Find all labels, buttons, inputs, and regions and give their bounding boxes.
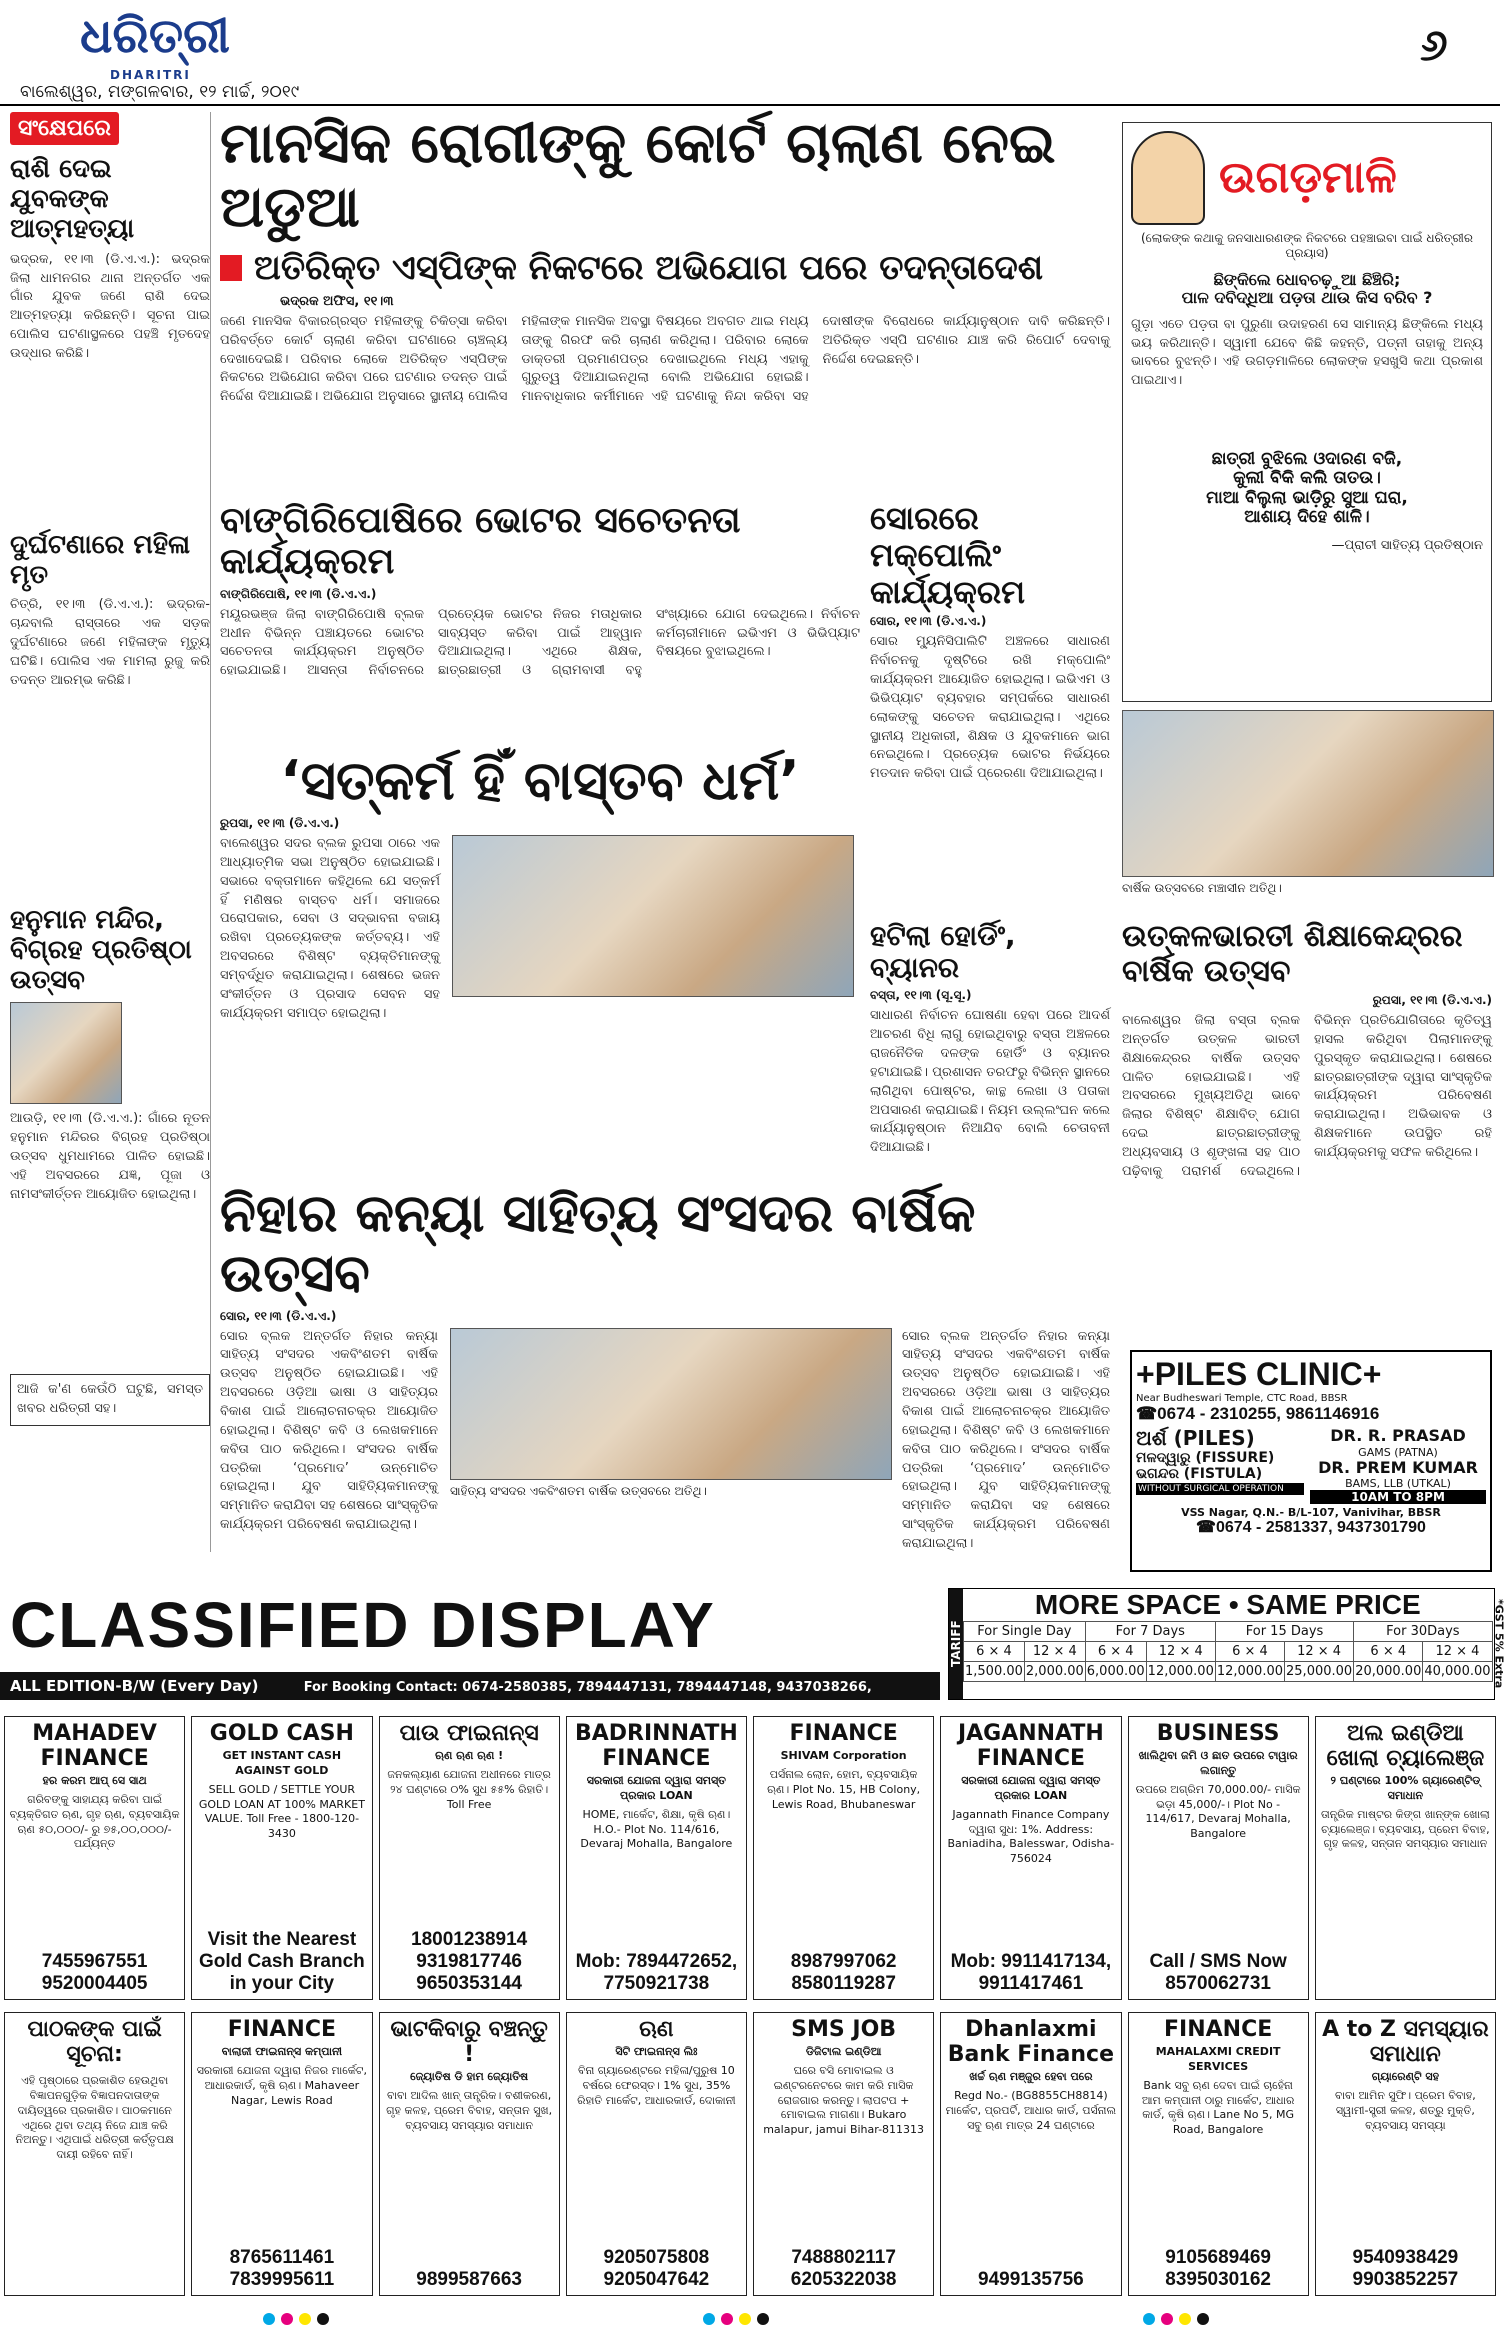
yellow-dot-icon: [299, 2313, 311, 2325]
ad-phone: Mob: 7894472652, 7750921738: [575, 1951, 738, 1995]
nihar-photo-block: [450, 1328, 890, 1608]
ad-phone: 9105689469 8395030162: [1165, 2247, 1271, 2291]
ad-text: ପର୍ସନାଲ ଲୋନ, ହୋମ, ବ୍ୟବସାୟିକ ଋଣ। Plot No. 15, HB Colony, Lewis Road, Bhubaneswar: [767, 1767, 921, 1811]
ad-subtitle: SHIVAM Corporation: [780, 1749, 907, 1762]
classified-ad: [940, 2012, 1121, 2296]
tariff-size: 6 × 4: [1085, 1642, 1146, 1662]
tariff-period: For 15 Days: [1215, 1622, 1353, 1642]
classified-ad: [1315, 2012, 1496, 2296]
classified-ad: [191, 1716, 372, 2000]
piles-clinic-ad: [1130, 1350, 1492, 1572]
ad-text: SELL GOLD / SETTLE YOUR GOLD LOAN AT 100% MARKET VALUE. Toll Free - 1800-120-3430: [198, 1782, 365, 1841]
ad-title: ପାଠକଙ୍କ ପାଇଁ ସୂଚନା:: [27, 2017, 162, 2067]
tariff-price: 1,500.00: [964, 1662, 1025, 1682]
ad-subtitle: ଡିଜିଟାଲ ଇଣ୍ଡିଆ: [805, 2045, 882, 2058]
tariff-size-row: [964, 1642, 1493, 1662]
ad-phone: 18001238914 9319817746 9650353144: [411, 1929, 528, 1995]
piles-phone-2: ☎0674 - 2581337, 9437301790: [1196, 1519, 1426, 1537]
ad-title: FINANCE: [789, 1721, 898, 1746]
classified-ads-row-1: [4, 1716, 1496, 2000]
black-dot-icon: [757, 2313, 769, 2325]
hoarding-dateline: ବସ୍ତା, ୧୧।୩ (ସୂ.ସୂ.): [870, 988, 972, 1003]
tariff-main: [963, 1589, 1493, 1699]
satkarma-story: [220, 750, 860, 1255]
classified-ad: [1128, 2012, 1309, 2296]
cartoon-body: ଗୁଡ଼ା ଏତେ ପଡ଼ତା ବା ପୁରୁଣା ଉଦାହରଣ ସେ ସାମାନ୍ୟ ଛିଙ୍କିଲେ ମଧ୍ୟ ଭୟ କରିଥାନ୍ତି। ସ୍ୱାମୀ ଯେବେ କିଛି କହନ୍ତି, ପତ୍ନୀ ତାହାକୁ ଅନ୍ୟ ଭାବରେ ବୁଝନ୍ତି। ଏହି ଉଗଡ଼ମାଳିରେ ଲୋକଙ୍କ ହସଖୁସି କଥା ପ୍ରକାଶ ପାଇଥାଏ।: [1131, 316, 1483, 389]
ad-title: MAHADEV FINANCE: [32, 1721, 157, 1771]
tariff-price: 6,000.00: [1085, 1662, 1146, 1682]
classified-ad: [1315, 1716, 1496, 2000]
ad-text: ବିନା ଗ୍ୟାରେଣ୍ଟରେ ମହିଳା/ପୁରୁଷ 10 ବର୍ଷରେ ଫେରସ୍ତ। 1% ସୁଧ, 35% ରିହାତି ମାର୍କେଟ, ଆଧାରକାର୍ଡ, ଦୋକାନୀ: [577, 2063, 736, 2107]
ad-text: Regd No.- (BG8855CH8814) ମାର୍କେଟ, ପ୍ରପର୍ଟି, ଆଧାର କାର୍ଡ, ପର୍ସନାଲ ସବୁ ଋଣ ମାତ୍ର 24 ଘଣ୍ଟାରେ: [945, 2088, 1117, 2132]
ad-title: ଋଣ: [639, 2017, 674, 2042]
classified-ad: [379, 1716, 560, 2000]
ad-subtitle: ବାଲାଜୀ ଫାଇନାନ୍ସ କମ୍ପାନୀ: [221, 2045, 343, 2058]
clinic-hours: 10AM TO 8PM: [1310, 1490, 1486, 1504]
ad-text: HOME, ମାର୍କେଟ, ଶିକ୍ଷା, କୃଷି ଋଣ। H.O.- Plot No. 114/616, Devaraj Mohalla, Bangalore: [580, 1807, 733, 1851]
ad-title: ଭାଟକିବାରୁ ବଞ୍ଚନ୍ତୁ !: [390, 2017, 548, 2067]
ad-title: JAGANNATH FINANCE: [957, 1721, 1104, 1771]
classified-ads-row-2: [4, 2012, 1496, 2296]
piles-phone: ☎0674 - 2310255, 9861146916: [1136, 1403, 1380, 1423]
tariff-size: 6 × 4: [1354, 1642, 1423, 1662]
ad-title: SMS JOB: [791, 2017, 897, 2042]
ad-text: Jagannath Finance Company ଦ୍ୱାରା ସୁଧ: 1%. Address: Baniadiha, Balesswar, Odisha-756024: [947, 1807, 1115, 1866]
ad-phone: 7488802117 6205322038: [790, 2247, 897, 2291]
ad-text: ଉପରେ ଅଗ୍ରିମ 70,000.00/- ମାସିକ ଭଡ଼ା 45,000/-। Plot No - 114/617, Devaraj Mohalla, Bangalore: [1135, 1782, 1301, 1841]
magenta-dot-icon: [721, 2313, 733, 2325]
nihar-story: [220, 1185, 1110, 1608]
ad-phone: 9540938429 9903852257: [1352, 2247, 1459, 2291]
classified-ad: [4, 1716, 185, 2000]
brief-item: [10, 906, 210, 1360]
classified-ad: [191, 2012, 372, 2296]
piles-address: Near Budheswari Temple, CTC Road, BBSR: [1136, 1392, 1348, 1404]
voter-dateline: ବାଙ୍ଗିରିପୋଷି, ୧୧।୩ (ଡି.ଏ.ଏ.): [220, 586, 377, 601]
cartoon-verse: କୁଲୀ ବିକି କଲି ତାତଉ।: [1233, 468, 1381, 489]
page-number: ୬: [1420, 20, 1448, 71]
brief-body: ଚିତ୍ରି, ୧୧।୩ (ଡି.ଏ.ଏ.): ଭଦ୍ରକ-ଚାନ୍ଦବାଲି ରାସ୍ତାରେ ଏକ ସଡ଼କ ଦୁର୍ଘଟଣାରେ ଜଣେ ମହିଳାଙ୍କ ମୃତ୍ୟୁ ଘଟିଛି। ପୋଲିସ ଏକ ମାମଲା ରୁଜୁ କରି ତଦନ୍ତ ଆରମ୍ଭ କରିଛି।: [10, 597, 210, 688]
hoarding-headline: ହଟିଲା ହୋର୍ଡିଂ, ବ୍ୟାନର: [870, 919, 1016, 985]
utkal-caption: ବାର୍ଷିକ ଉତ୍ସବରେ ମଞ୍ଚାସୀନ ଅତିଥି।: [1122, 881, 1282, 895]
cartoon-q2: ପାଳ ଦବିଦ୍ଧିଆ ପଡ଼ତା ଥାଉ କିସ ବରିବ ?: [1181, 288, 1433, 308]
ad-phone: 7455967551 9520004405: [41, 1951, 148, 1995]
dateline: ବାଲେଶ୍ୱର, ମଙ୍ଗଳବାର, ୧୨ ମାର୍ଚ୍ଚ, ୨୦୧୯: [20, 82, 300, 102]
tariff-size: 6 × 4: [964, 1642, 1025, 1662]
ad-title: BADRINNATH FINANCE: [575, 1721, 738, 1771]
cartoon-credit: —ପ୍ରାଚୀ ସାହିତ୍ୟ ପ୍ରତିଷ୍ଠାନ: [1331, 537, 1483, 553]
ad-phone: 8987997062 8580119287: [790, 1951, 897, 1995]
lead-dateline: ଭଦ୍ରକ ଅଫିସ, ୧୧।୩: [280, 293, 394, 309]
doctor-qualification: BAMS, LLB (UTKAL): [1345, 1477, 1451, 1491]
lead-subhead-row: [220, 249, 1110, 288]
mockpoll-headline: ସୋରରେ ମକ୍‌ପୋଲିଂ କାର୍ଯ୍ୟକ୍ରମ: [870, 499, 1026, 611]
ad-text: ସରକାରୀ ଯୋଜନା ଦ୍ୱାରା ନିଜର ମାର୍କେଟ, ଆଧାରକାର୍ଡ, କୃଷି ଋଣ। Mahaveer Nagar, Lewis Road: [196, 2063, 368, 2107]
brief-item: [10, 155, 210, 521]
classified-ad: [753, 1716, 934, 2000]
color-dots: [260, 2310, 332, 2329]
classified-ad: [4, 2012, 185, 2296]
piles-line: ମଳଦ୍ୱାରୁ (FISSURE): [1136, 1450, 1275, 1467]
cyan-dot-icon: [1143, 2313, 1155, 2325]
ad-title: GOLD CASH: [209, 1721, 354, 1746]
lead-headline: ମାନସିକ ରୋଗୀଙ୍କୁ କୋର୍ଟ ଚାଲାଣ ନେଇ ଅଡୁଆ: [220, 111, 1056, 241]
yellow-dot-icon: [1179, 2313, 1191, 2325]
ad-title: FINANCE: [1164, 2017, 1273, 2042]
ad-text: ଏହି ପୃଷ୍ଠାରେ ପ୍ରକାଶିତ ହେଉଥିବା ବିଜ୍ଞାପନଗୁଡ଼ିକ ବିଜ୍ଞାପନଦାତାଙ୍କ ଦାୟିତ୍ୱରେ ପ୍ରକାଶିତ। ପାଠକମାନେ ଏଥିରେ ଥିବା ତଥ୍ୟ ନିଜେ ଯାଞ୍ଚ କରି ନିଅନ୍ତୁ। ଏଥିପାଇଁ ଧରିତ୍ରୀ କର୍ତ୍ତୃପକ୍ଷ ଦାୟୀ ରହିବେ ନାହିଁ।: [15, 2074, 174, 2162]
cartoon-column: [1122, 122, 1492, 702]
classified-edition: ALL EDITION-B/W (Every Day): [10, 1677, 259, 1695]
tariff-table: [948, 1588, 1506, 1700]
ad-text: ଗରିବଙ୍କୁ ସାହାଯ୍ୟ କରିବା ପାଇଁ ବ୍ୟକ୍ତିଗତ ଋଣ, ଗୃହ ଋଣ, ବ୍ୟବସାୟିକ ଋଣ ୫୦,୦୦୦/- ରୁ ୭୫,୦୦,୦୦୦/- ପର୍ଯ୍ୟନ୍ତ: [9, 1792, 180, 1851]
nihar-row: [220, 1328, 1110, 1608]
tariff-price: 20,000.00: [1354, 1662, 1423, 1682]
tariff-price: 12,000.00: [1146, 1662, 1215, 1682]
doctor-qualification: GAMS (PATNA): [1358, 1445, 1438, 1459]
mockpoll-body: ସୋର ମ୍ୟୁନିସିପାଲିଟି ଅଞ୍ଚଳରେ ସାଧାରଣ ନିର୍ବାଚନକୁ ଦୃଷ୍ଟିରେ ରଖି ମକ୍‌ପୋଲିଂ କାର୍ଯ୍ୟକ୍ରମ ଆୟୋଜିତ ହୋଇଥିଲା। ଇଭିଏମ ଓ ଭିଭିପ୍ୟାଟ ବ୍ୟବହାର ସମ୍ପର୍କରେ ସାଧାରଣ ଲୋକଙ୍କୁ ସଚେତନ କରାଯାଇଥିଲା। ଏଥିରେ ସ୍ଥାନୀୟ ଅଧିକାରୀ, ଶିକ୍ଷକ ଓ ଯୁବକମାନେ ଭାଗ ନେଇଥିଲେ। ପ୍ରତ୍ୟେକ ଭୋଟର ନିର୍ଭୟରେ ମତଦାନ କରିବା ପାଇଁ ପ୍ରେରଣା ଦିଆଯାଇଥିଲା।: [870, 634, 1110, 782]
hoarding-body: ସାଧାରଣ ନିର୍ବାଚନ ଘୋଷଣା ହେବା ପରେ ଆଦର୍ଶ ଆଚରଣ ବିଧି ଲାଗୁ ହୋଇଥିବାରୁ ବସ୍ତା ଅଞ୍ଚଳରେ ରାଜନୈତିକ ଦଳଙ୍କ ହୋର୍ଡିଂ ଓ ବ୍ୟାନର ହଟାଯାଇଛି। ପ୍ରଶାସନ ତରଫରୁ ବିଭିନ୍ନ ସ୍ଥାନରେ ଲାଗିଥିବା ପୋଷ୍ଟର, କାନ୍ଥ ଲେଖା ଓ ପତାକା ଅପସାରଣ କରାଯାଇଛି। ନିୟମ ଉଲ୍ଲଂଘନ କଲେ କାର୍ଯ୍ୟାନୁଷ୍ଠାନ ନିଆଯିବ ବୋଲି ଚେତାବନୀ ଦିଆଯାଇଛି।: [870, 1008, 1110, 1156]
tariff-size: 12 × 4: [1423, 1642, 1492, 1662]
ad-subtitle: ସରକାରୀ ଯୋଜନା ଦ୍ୱାରା ସମସ୍ତ ପ୍ରକାର LOAN: [961, 1774, 1101, 1802]
ad-phone: Call / SMS Now 8570062731: [1149, 1951, 1287, 1995]
tariff-period-row: [964, 1622, 1493, 1642]
classified-title: CLASSIFIED DISPLAY: [10, 1589, 716, 1661]
nihar-body: ସୋର ବ୍ଲକ ଅନ୍ତର୍ଗତ ନିହାର କନ୍ୟା ସାହିତ୍ୟ ସଂସଦର ଏକବିଂଶତମ ବାର୍ଷିକ ଉତ୍ସବ ଅନୁଷ୍ଠିତ ହୋଇଯାଇଛି। ଏହି ଅବସରରେ ଓଡ଼ିଆ ଭାଷା ଓ ସାହିତ୍ୟର ବିକାଶ ପାଇଁ ଆଲୋଚନାଚକ୍ର ଆୟୋଜିତ ହୋଇଥିଲା। ବିଶିଷ୍ଟ କବି ଓ ଲେଖକମାନେ କବିତା ପାଠ କରିଥିଲେ। ସଂସଦର ବାର୍ଷିକ ପତ୍ରିକା ‘ପ୍ରମୋଦ’ ଉନ୍ମୋଚିତ ହୋଇଥିଲା। ଯୁବ ସାହିତ୍ୟିକମାନଙ୍କୁ ସମ୍ମାନିତ କରାଯିବା ସହ ଶେଷରେ ସାଂସ୍କୃତିକ କାର୍ଯ୍ୟକ୍ରମ ପରିବେଷଣ କରାଯାଇଥିଲା।: [220, 1328, 438, 1533]
ad-phone: Mob: 9911417134, 9911417461: [950, 1951, 1112, 1995]
ad-subtitle: ହର କରମ ଆପ୍ ସେ ସାଥ: [42, 1774, 147, 1787]
tariff-label: TARIFF: [949, 1589, 963, 1699]
classified-ad: [566, 2012, 747, 2296]
brief-title: ଦୁର୍ଘଟଣାରେ ମହିଳା ମୃତ: [10, 529, 191, 590]
cartoon-verse: ଆଶାୟ ଦିହେ ଶାଳି।: [1244, 507, 1370, 528]
registration-marks: [0, 2310, 1500, 2330]
classified-bar: [0, 1672, 940, 1725]
tariff-size: 12 × 4: [1146, 1642, 1215, 1662]
tariff-price: 12,000.00: [1215, 1662, 1284, 1682]
ad-title: A to Z ସମସ୍ୟାର ସମାଧାନ: [1322, 2017, 1489, 2067]
piles-body: [1136, 1427, 1486, 1504]
tariff-layout: [949, 1589, 1506, 1699]
tariff-size: 12 × 4: [1285, 1642, 1354, 1662]
ad-text: ବାବା ଆଦିଲ ଖାନ୍ ତାନ୍ତ୍ରିକ। ବଶୀକରଣ, ଗୃହ କଳହ, ପ୍ରେମ ବିବାହ, ସନ୍ତାନ ସୁଖ, ବ୍ୟବସାୟ ସମସ୍ୟାର ସମାଧାନ: [386, 2088, 553, 2132]
red-square-icon: [220, 255, 242, 281]
piles-title: +PILES CLINIC+: [1136, 1356, 1382, 1392]
piles-line: ଭଗନ୍ଦର (FISTULA): [1136, 1466, 1263, 1483]
ad-subtitle: ଖର୍ଚ୍ଚ ଋଣ ମଞ୍ଜୁର ହେବା ପରେ: [969, 2070, 1093, 2083]
voter-body: ମୟୂରଭଞ୍ଜ ଜିଲା ବାଙ୍ଗିରିପୋଷି ବ୍ଲକ ଅଧୀନ ବିଭିନ୍ନ ପଞ୍ଚାୟତରେ ଭୋଟର ସଚେତନତା କାର୍ଯ୍ୟକ୍ରମ ଅନୁଷ୍ଠିତ ହୋଇଯାଇଛି। ଆସନ୍ତା ନିର୍ବାଚନରେ ପ୍ରତ୍ୟେକ ଭୋଟର ନିଜର ମତାଧିକାର ସାବ୍ୟସ୍ତ କରିବା ପାଇଁ ଆହ୍ୱାନ ଦିଆଯାଇଥିଲା। ଏଥିରେ ଶିକ୍ଷକ, ଛାତ୍ରଛାତ୍ରୀ ଓ ଗ୍ରାମବାସୀ ବହୁ ସଂଖ୍ୟାରେ ଯୋଗ ଦେଇଥିଲେ। ନିର୍ବାଚନ କର୍ମଚାରୀମାନେ ଇଭିଏମ ଓ ଭିଭିପ୍ୟାଟ ବିଷୟରେ ବୁଝାଇଥିଲେ।: [220, 606, 860, 679]
ad-subtitle: ସରକାରୀ ଯୋଜନା ଦ୍ୱାରା ସମସ୍ତ ପ୍ରକାର LOAN: [586, 1774, 726, 1802]
ad-subtitle: ଗ୍ୟାରେଣ୍ଟି ସହ: [1371, 2070, 1439, 2083]
sidebar-section-label: ସଂକ୍ଷେପରେ: [10, 112, 119, 145]
masthead-rule: [0, 104, 1500, 106]
satkarma-photo: [452, 835, 854, 997]
ad-subtitle: MAHALAXMI CREDIT SERVICES: [1155, 2045, 1281, 2073]
lead-subhead: ଅତିରିକ୍ତ ଏସ୍‌ପିଙ୍କ ନିକଟରେ ଅଭିଯୋଗ ପରେ ତଦନ୍ତାଦେଶ: [254, 247, 1044, 288]
classified-ad: [379, 2012, 560, 2296]
tariff-price: 25,000.00: [1285, 1662, 1354, 1682]
brief-body: ଭଦ୍ରକ, ୧୧।୩ (ଡି.ଏ.ଏ.): ଭଦ୍ରକ ଜିଲା ଧାମନଗର ଥାନା ଅନ୍ତର୍ଗତ ଏକ ଗାଁର ଯୁବକ ଜଣେ ରାଶି ଦେଇ ଆତ୍ମହତ୍ୟା କରିଛନ୍ତି। ସୂଚନା ପାଇ ପୋଲିସ ଘଟଣାସ୍ଥଳରେ ପହଞ୍ଚି ମୃତଦେହ ଉଦ୍ଧାର କରିଛି।: [10, 251, 210, 361]
masthead: [0, 0, 1500, 100]
ad-phone: Visit the Nearest Gold Cash Branch in your City: [199, 1929, 365, 1995]
magenta-dot-icon: [281, 2313, 293, 2325]
ad-title: ଅଲ ଇଣ୍ଡିଆ ଖୋଲା ଚ୍ୟାଲେଞ୍ଜ: [1326, 1721, 1485, 1771]
cartoon-header: [1131, 131, 1483, 225]
tariff-price-row: [964, 1662, 1493, 1682]
nihar-headline: ନିହାର କନ୍ୟା ସାହିତ୍ୟ ସଂସଦର ବାର୍ଷିକ ଉତ୍ସବ: [220, 1184, 976, 1304]
black-dot-icon: [1197, 2313, 1209, 2325]
ad-subtitle: ଜ୍ୟୋତିଷ ଡି ହାମ ଜ୍ୟୋତିଷ: [410, 2070, 529, 2083]
nihar-dateline: ସୋର, ୧୧।୩ (ଡି.ଏ.ଏ.): [220, 1308, 337, 1323]
tariff-price: 2,000.00: [1024, 1662, 1085, 1682]
classified-ad: [753, 2012, 934, 2296]
satkarma-dateline: ରୁପସା, ୧୧।୩ (ଡି.ଏ.ଏ.): [220, 816, 340, 831]
piles-line: ଅର୍ଶ (PILES): [1136, 1426, 1255, 1451]
brief-title: ରାଶି ଦେଇ ଯୁବକଙ୍କ ଆତ୍ମହତ୍ୟା: [10, 154, 135, 244]
doctor-name: DR. R. PRASAD: [1330, 1426, 1466, 1446]
nihar-photo: [450, 1328, 892, 1480]
color-dots: [700, 2310, 772, 2329]
temple-photo: [10, 1002, 122, 1104]
newspaper-logo: ଧରିତ୍ରୀ: [80, 8, 230, 64]
ad-subtitle: ସିଟି ଫାଇନାନ୍ସ ଲିଃ: [615, 2045, 698, 2058]
utkal-dateline: ରୁପସା, ୧୧।୩ (ଡି.ଏ.ଏ.): [1372, 993, 1492, 1007]
cartoon-tagline: (ଲୋକଙ୍କ କଥାକୁ ଜନସାଧାରଣଙ୍କ ନିକଟରେ ପହଞ୍ଚାଇବା ପାଇଁ ଧରିତ୍ରୀର ପ୍ରୟାସ): [1141, 231, 1473, 260]
tariff-size: 12 × 4: [1024, 1642, 1085, 1662]
tariff-grid: [963, 1621, 1493, 1682]
cartoon-verse: ମାଆ ବିଲୁଲା ଭାଡ଼ିରୁ ସୁଆ ଘରା,: [1206, 487, 1408, 508]
ad-subtitle: ଋଣ ଋଣ ଋଣ !: [435, 1749, 504, 1762]
utkal-photo-block: [1122, 710, 1492, 896]
ad-phone: 8765611461 7839995611: [229, 2247, 335, 2291]
ad-phone: 9899587663: [416, 2269, 522, 2291]
ad-title: FINANCE: [227, 2017, 336, 2042]
magenta-dot-icon: [1161, 2313, 1173, 2325]
cartoon-face-icon: [1131, 131, 1205, 225]
mockpoll-dateline: ସୋର, ୧୧।୩ (ଡି.ଏ.ଏ.): [870, 614, 987, 629]
mockpoll-story: [870, 500, 1110, 963]
cyan-dot-icon: [263, 2313, 275, 2325]
lead-body: ଜଣେ ମାନସିକ ବିକାରଗ୍ରସ୍ତ ମହିଳାଙ୍କୁ ଚିକିତ୍ସା କରିବା ପରିବର୍ତ୍ତେ କୋର୍ଟ ଚାଲାଣ କରିବା ଘଟଣାରେ ଚାଞ୍ଚଲ୍ୟ ଦେଖାଦେଇଛି। ପରିବାର ଲୋକେ ଅତିରିକ୍ତ ଏସ୍‌ପିଙ୍କ ନିକଟରେ ଅଭିଯୋଗ କରିବା ପରେ ଘଟଣାର ତଦନ୍ତ ପାଇଁ ନିର୍ଦ୍ଦେଶ ଦିଆଯାଇଛି। ଅଭିଯୋଗ ଅନୁସାରେ ସ୍ଥାନୀୟ ପୋଲିସ ମହିଳାଙ୍କ ମାନସିକ ଅବସ୍ଥା ବିଷୟରେ ଅବଗତ ଥାଇ ମଧ୍ୟ ତାଙ୍କୁ ଗିରଫ କରି ଚାଲାଣ କରିଥିଲା। ପରିବାର ଲୋକେ ଡାକ୍ତରୀ ପ୍ରମାଣପତ୍ର ଦେଖାଇଥିଲେ ମଧ୍ୟ ଏହାକୁ ଗୁରୁତ୍ୱ ଦିଆଯାଇନଥିଲା ବୋଲି ଅଭିଯୋଗ ହୋଇଛି। ମାନବାଧିକାର କର୍ମୀମାନେ ଏହି ଘଟଣାକୁ ନିନ୍ଦା କରିବା ସହ ଦୋଷୀଙ୍କ ବିରୋଧରେ କାର୍ଯ୍ୟାନୁଷ୍ଠାନ ଦାବି କରିଛନ୍ତି। ଅତିରିକ୍ତ ଏସ୍‌ପି ଘଟଣାର ଯାଞ୍ଚ କରି ରିପୋର୍ଟ ଦେବାକୁ ନିର୍ଦ୍ଦେଶ ଦେଇଛନ୍ତି।: [220, 313, 1110, 405]
tariff-banner: MORE SPACE • SAME PRICE: [1034, 1589, 1421, 1620]
classified-booking: For Booking Contact: 0674-2580385, 7894447131, 7894447148, 9437038266, 7894447166: [0, 1680, 872, 1725]
ad-title: ପାଉ ଫାଇନାନ୍ସ: [399, 1721, 539, 1746]
ad-title: BUSINESS: [1156, 1721, 1280, 1746]
brief-body: ଆଉଡ଼ି, ୧୧।୩ (ଡି.ଏ.ଏ.): ଗାଁରେ ନୂତନ ହନୁମାନ ମନ୍ଦିରର ବିଗ୍ରହ ପ୍ରତିଷ୍ଠା ଉତ୍ସବ ଧୁମଧାମରେ ପାଳିତ ହୋଇଛି। ଏହି ଅବସରରେ ଯଜ୍ଞ, ପୂଜା ଓ ନାମସଂକୀର୍ତ୍ତନ ଆୟୋଜିତ ହୋଇଥିଲା।: [10, 1111, 210, 1202]
classified-ad: [1128, 1716, 1309, 2000]
piles-line: WITHOUT SURGICAL OPERATION: [1136, 1483, 1304, 1495]
ad-text: ତାନ୍ତ୍ରିକ ମାଷ୍ଟର କିଙ୍ଗ ଖାନ୍‌ଙ୍କ ଖୋଲା ଚ୍ୟାଲେଞ୍ଜ। ବ୍ୟବସାୟ, ପ୍ରେମ ବିବାହ, ଗୃହ କଳହ, ସନ୍ତାନ ସମସ୍ୟାର ସମାଧାନ: [1320, 1807, 1490, 1851]
tariff-period: For Single Day: [964, 1622, 1086, 1642]
ad-title: Dhanlaxmi Bank Finance: [947, 2017, 1115, 2067]
ad-text: ଜନକଲ୍ୟାଣ ଯୋଜନା ଅଧୀନରେ ମାତ୍ର ୨୪ ଘଣ୍ଟାରେ ୦% ସୁଧ ୫୫% ରିହାତି। Toll Free: [387, 1767, 551, 1811]
piles-address-2: VSS Nagar, Q.N.- B/L-107, Vanivihar, BBSR: [1181, 1506, 1441, 1520]
cartoon-title: ଉଗଡ଼ମାଳି: [1219, 151, 1397, 203]
sidebar-note: ଆଜି କ'ଣ କେଉଁଠି ଘଟୁଛି, ସମସ୍ତ ଖବର ଧରିତ୍ରୀ ସହ।: [10, 1374, 210, 1426]
doctor-name: DR. PREM KUMAR: [1318, 1457, 1478, 1477]
ad-subtitle: ୨ ଘଣ୍ଟାରେ 100% ଗ୍ୟାରେଣ୍ଟିଡ୍ ସମାଧାନ: [1330, 1774, 1481, 1802]
nihar-body-continued: ସୋର ବ୍ଲକ ଅନ୍ତର୍ଗତ ନିହାର କନ୍ୟା ସାହିତ୍ୟ ସଂସଦର ଏକବିଂଶତମ ବାର୍ଷିକ ଉତ୍ସବ ଅନୁଷ୍ଠିତ ହୋଇଯାଇଛି। ଏହି ଅବସରରେ ଓଡ଼ିଆ ଭାଷା ଓ ସାହିତ୍ୟର ବିକାଶ ପାଇଁ ଆଲୋଚନାଚକ୍ର ଆୟୋଜିତ ହୋଇଥିଲା। ବିଶିଷ୍ଟ କବି ଓ ଲେଖକମାନେ କବିତା ପାଠ କରିଥିଲେ। ସଂସଦର ବାର୍ଷିକ ପତ୍ରିକା ‘ପ୍ରମୋଦ’ ଉନ୍ମୋଚିତ ହୋଇଥିଲା। ଯୁବ ସାହିତ୍ୟିକମାନଙ୍କୁ ସମ୍ମାନିତ କରାଯିବା ସହ ଶେଷରେ ସାଂସ୍କୃତିକ କାର୍ଯ୍ୟକ୍ରମ ପରିବେଷଣ କରାଯାଇଥିଲା।: [901, 1328, 1110, 1551]
lead-story: [220, 112, 1110, 553]
nihar-caption: ସାହିତ୍ୟ ସଂସଦର ଏକବିଂଶତମ ବାର୍ଷିକ ଉତ୍ସବରେ ଅତିଥି।: [449, 1483, 707, 1498]
utkal-body: ବାଲେଶ୍ୱର ଜିଲା ବସ୍ତା ବ୍ଲକ ଅନ୍ତର୍ଗତ ଉତ୍କଳ ଭାରତୀ ଶିକ୍ଷାକେନ୍ଦ୍ରର ବାର୍ଷିକ ଉତ୍ସବ ପାଳିତ ହୋଇଯାଇଛି। ଏହି ଅବସରରେ ମୁଖ୍ୟଅତିଥି ଭାବେ ଜିଲାର ବିଶିଷ୍ଟ ଶିକ୍ଷାବିତ୍ ଯୋଗ ଦେଇ ଛାତ୍ରଛାତ୍ରୀଙ୍କୁ ଅଧ୍ୟବସାୟ ଓ ଶୃଙ୍ଖଳା ସହ ପାଠ ପଢ଼ିବାକୁ ପରାମର୍ଶ ଦେଇଥିଲେ। ବିଭିନ୍ନ ପ୍ରତିଯୋଗିତାରେ କୃତିତ୍ୱ ହାସଲ କରିଥିବା ପିଲାମାନଙ୍କୁ ପୁରସ୍କୃତ କରାଯାଇଥିଲା। ଶେଷରେ ଛାତ୍ରଛାତ୍ରୀଙ୍କ ଦ୍ୱାରା ସାଂସ୍କୃତିକ କାର୍ଯ୍ୟକ୍ରମ ପରିବେଷଣ କରାଯାଇଥିଲା। ଅଭିଭାବକ ଓ ଶିକ୍ଷକମାନେ ଉପସ୍ଥିତ ରହି କାର୍ଯ୍ୟକ୍ରମକୁ ସଫଳ କରିଥିଲେ।: [1122, 1013, 1492, 1179]
cartoon-q1: ଛିଙ୍କିଲେ ଧୋବଚଢ଼ୁଆ ଛିଞ୍ଚିରି;: [1213, 270, 1401, 289]
cartoon-verse: ଛାତ୍ରୀ ବୁଝିଲେ ଓଦାରଣ ବଜି,: [1211, 448, 1403, 469]
tariff-price: 40,000.00: [1423, 1662, 1492, 1682]
tariff-gst-note: *GST 5% Extra: [1492, 1599, 1506, 1689]
utkal-photo: [1122, 710, 1494, 877]
tariff-period: For 30Days: [1354, 1622, 1492, 1642]
cyan-dot-icon: [703, 2313, 715, 2325]
classified-ad: [566, 1716, 747, 2000]
color-dots: [1140, 2310, 1212, 2329]
utkal-headline: ଉତ୍କଳଭାରତୀ ଶିକ୍ଷାକେନ୍ଦ୍ରର ବାର୍ଷିକ ଉତ୍ସବ: [1122, 919, 1463, 989]
ad-phone: 9205075808 9205047642: [603, 2247, 710, 2291]
voter-headline: ବାଙ୍ଗିରିପୋଷିରେ ଭୋଟର ସଚେତନତା କାର୍ଯ୍ୟକ୍ରମ: [220, 500, 741, 583]
brief-sidebar: [10, 112, 211, 1552]
ad-text: ବାବା ଆମିନ ସୁଫି। ପ୍ରେମ ବିବାହ, ସ୍ୱାମୀ-ସ୍ତ୍ରୀ କଳହ, ଶତ୍ରୁ ମୁକ୍ତି, ବ୍ୟବସାୟ ସମସ୍ୟା: [1334, 2088, 1476, 2132]
piles-doctors: [1310, 1427, 1486, 1504]
ad-text: ଘରେ ବସି ମୋବାଇଲ ଓ ଇଣ୍ଟରନେଟରେ କାମ କରି ମାସିକ ରୋଜଗାର କରନ୍ତୁ। ଲାପଟପ + ମୋବାଇଲ ମାଗଣା। Bukaro malapur, jamui Bihar-811313: [763, 2063, 925, 2137]
brief-title: ହନୁମାନ ମନ୍ଦିର, ବିଗ୍ରହ ପ୍ରତିଷ୍ଠା ଉତ୍ସବ: [10, 905, 192, 996]
classified-ad: [940, 1716, 1121, 2000]
piles-conditions: [1136, 1427, 1304, 1504]
brief-item: [10, 531, 210, 897]
satkarma-body: ବାଲେଶ୍ୱର ସଦର ବ୍ଲକ ରୁପସା ଠାରେ ଏକ ଆଧ୍ୟାତ୍ମିକ ସଭା ଅନୁଷ୍ଠିତ ହୋଇଯାଇଛି। ସଭାରେ ବକ୍ତାମାନେ କହିଥିଲେ ଯେ ସତ୍‌କର୍ମ ହିଁ ମଣିଷର ବାସ୍ତବ ଧର୍ମ। ସମାଜରେ ପରୋପକାର, ସେବା ଓ ସଦ୍‌ଭାବନା ବଜାୟ ରଖିବା ପ୍ରତ୍ୟେକଙ୍କ କର୍ତ୍ତବ୍ୟ। ଏହି ଅବସରରେ ବିଶିଷ୍ଟ ବ୍ୟକ୍ତିମାନଙ୍କୁ ସମ୍ବର୍ଦ୍ଧିତ କରାଯାଇଥିଲା। ଶେଷରେ ଭଜନ ସଂକୀର୍ତ୍ତନ ଓ ପ୍ରସାଦ ସେବନ ସହ କାର୍ଯ୍ୟକ୍ରମ ସମାପ୍ତ ହୋଇଥିଲା।: [220, 836, 440, 1021]
yellow-dot-icon: [739, 2313, 751, 2325]
ad-subtitle: ଖାଲିଥିବା ଜମି ଓ ଛାତ ଉପରେ ଟାୱାର ଲଗାନ୍ତୁ: [1138, 1749, 1298, 1777]
tariff-period: For 7 Days: [1085, 1622, 1215, 1642]
ad-text: Bank ସବୁ ଋଣ ଦେବା ପାଇଁ ଚାହେଁନା ଆମ କମ୍ପାନୀ ଠାରୁ ମାର୍କେଟ, ଆଧାର କାର୍ଡ, କୃଷି ଋଣ। Lane No 5, MG Road, Bangalore: [1141, 2078, 1295, 2137]
satkarma-headline: ‘ସତ୍‌କର୍ମ ହିଁ ବାସ୍ତବ ଧର୍ମ’: [280, 749, 800, 812]
tariff-size: 6 × 4: [1215, 1642, 1284, 1662]
black-dot-icon: [317, 2313, 329, 2325]
ad-phone: 9499135756: [978, 2269, 1084, 2291]
newspaper-logo-sub: DHARITRI: [110, 68, 191, 82]
ad-subtitle: GET INSTANT CASH AGAINST GOLD: [222, 1749, 342, 1777]
